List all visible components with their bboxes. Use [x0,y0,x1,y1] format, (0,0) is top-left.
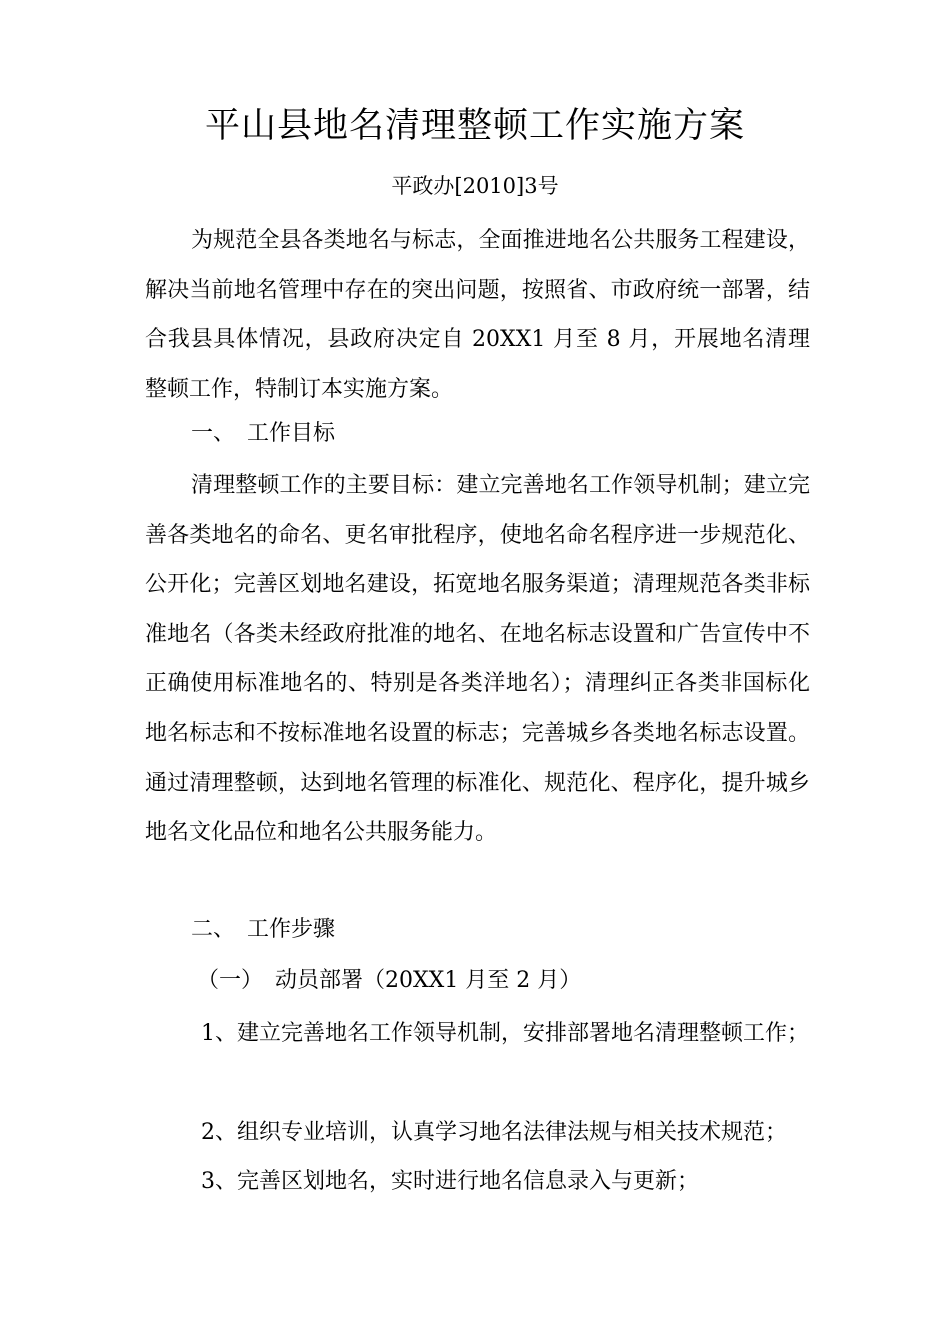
document-title: 平山县地名清理整顿工作实施方案 [204,106,745,146]
goals-paragraph: 清理整顿工作的主要目标：建立完善地名工作领导机制；建立完善各类地名的命名、更名审批程序，使地名命名程序进一步规范化、公开化；完善区划地名建设，拓宽地名服务渠道；清理规范各类非标准地名（各类未经政府批准的地名、在地名标志设置和广告宣传中不正确使用标准地名的、特别是各类洋地名）；清理纠正各类非国标化地名标志和不按标准地名设置的标志；完善城乡各类地名标志设置。通过清理整顿，达到地名管理的标准化、规范化、程序化，提升城乡地名文化品位和地名公共服务能力。 [145,473,810,846]
section-title: 工作步骤 [247,917,336,942]
intro-paragraph: 为规范全县各类地名与标志，全面推进地名公共服务工程建设，解决当前地名管理中存在的突出问题，按照省、市政府统一部署，结合我县具体情况，县政府决定自 20XX1 月至 8 月，开展地名清理整顿工作，特制订本实施方案。 [145,228,810,402]
list-item: 1、建立完善地名工作领导机制，安排部署地名清理整顿工作； [201,1021,809,1046]
subsection-title: 动员部署（20XX1 月至 2 月） [275,968,582,993]
list-item: 2、组织专业培训，认真学习地名法律法规与相关技术规范； [201,1120,787,1145]
section-number: 二、 [191,917,236,942]
section-title: 工作目标 [247,421,336,446]
subsection-number: （一） [197,968,264,993]
list-item: 3、完善区划地名，实时进行地名信息录入与更新； [201,1169,699,1194]
document-number: 平政办[2010]3号 [391,174,559,198]
section-heading-steps [191,912,335,948]
section-heading-goals [191,416,335,452]
subsection-heading-mobilization [197,963,581,999]
section-number: 一、 [191,421,236,446]
